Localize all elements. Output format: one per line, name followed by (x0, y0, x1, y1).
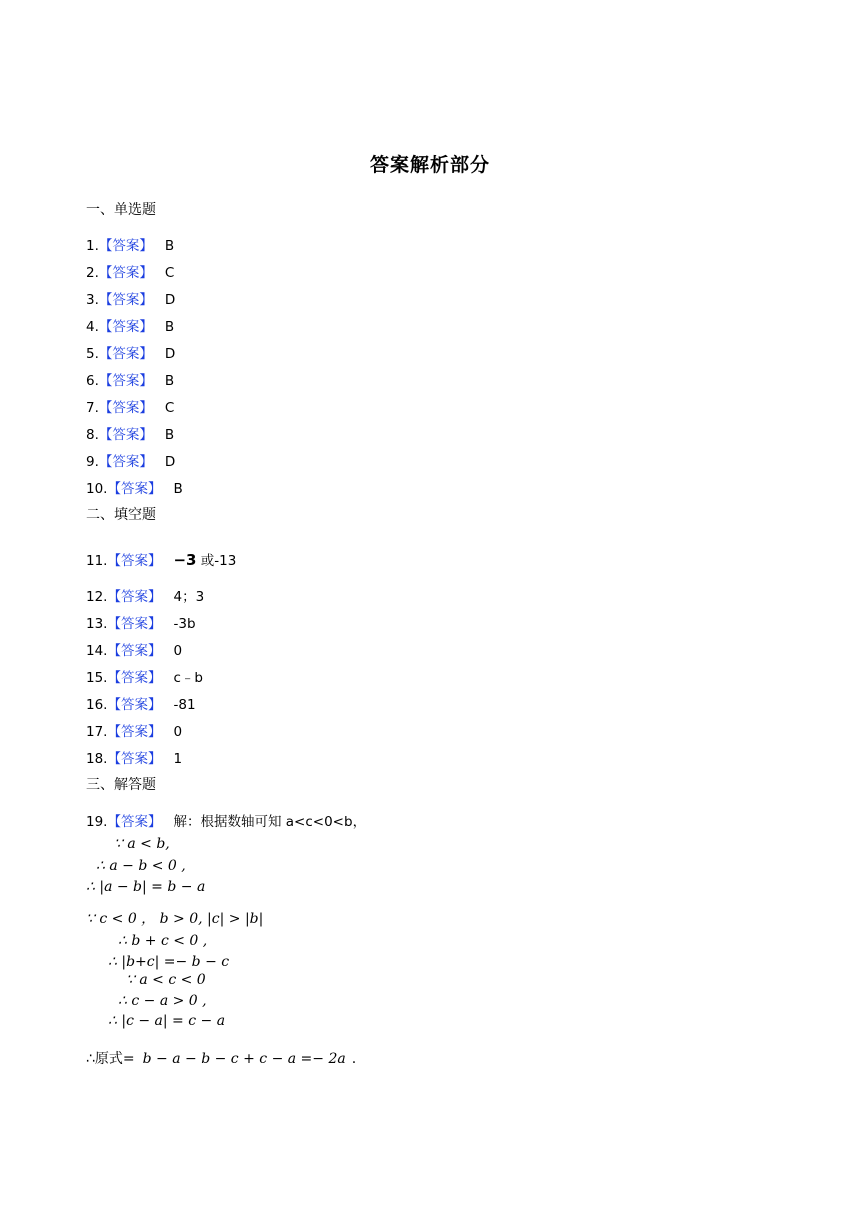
answer-intro: 解：根据数轴可知 a<c<0<b， (173, 814, 367, 830)
question-number: 18. (86, 751, 108, 767)
question-number: 14. (86, 643, 108, 659)
question-number: 13. (86, 616, 108, 632)
answer-tag: 【答案】 (107, 481, 162, 497)
math-step: ∵ c < 0 ， b > 0, |c| > |b| (86, 911, 264, 927)
answer-value: D (164, 454, 176, 470)
answer-tag: 【答案】 (107, 724, 162, 740)
answer-value: C (164, 400, 175, 416)
answer-line (86, 234, 174, 254)
question-number: 16. (86, 697, 108, 713)
answer-line (86, 585, 204, 605)
math-step: ∴ |b+c| =− b − c (108, 954, 230, 970)
answer-value: B (164, 319, 175, 335)
answer-value: B (164, 373, 175, 389)
answer-tag: 【答案】 (98, 319, 153, 335)
answer-tag: 【答案】 (98, 454, 153, 470)
answer-value: -3b (173, 616, 196, 632)
answer-line (86, 315, 174, 335)
math-step: ∴ |c − a| = c − a (108, 1013, 226, 1029)
conclusion-line (86, 1048, 356, 1068)
answer-line (86, 693, 196, 713)
answer-value: D (164, 292, 176, 308)
answer-line (86, 612, 196, 632)
question-number: 3. (86, 292, 99, 308)
question-number: 8. (86, 427, 99, 443)
answer-value: 1 (173, 751, 183, 767)
answer-line (86, 549, 236, 569)
question-number: 11. (86, 553, 108, 569)
answer-line (86, 720, 182, 740)
answer-line (86, 423, 174, 443)
answer-value: B (164, 238, 175, 254)
answer-tag: 【答案】 (107, 553, 162, 569)
answer-value: c﹣b (173, 670, 203, 686)
answer-line (86, 369, 174, 389)
answer-line (86, 450, 175, 470)
math-step: ∴ c − a > 0 , (118, 993, 207, 1009)
answer-tag: 【答案】 (107, 643, 162, 659)
question-number: 1. (86, 238, 99, 254)
answer-tag: 【答案】 (107, 616, 162, 632)
answer-value: 或-13 (196, 553, 237, 569)
math-step: ∴ b + c < 0 , (118, 933, 208, 949)
answer-tag: 【答案】 (107, 751, 162, 767)
answer-tag: 【答案】 (98, 238, 153, 254)
question-number: 15. (86, 670, 108, 686)
question-number: 7. (86, 400, 99, 416)
answer-tag: 【答案】 (98, 373, 153, 389)
answer-value: B (164, 427, 175, 443)
section-heading-single-choice: 一、单选题 (86, 202, 156, 218)
conclusion-math: b − a − b − c + c − a =− 2a (142, 1051, 346, 1067)
answer-value: 0 (173, 724, 183, 740)
answer-tag: 【答案】 (107, 697, 162, 713)
answer-value: 4；3 (173, 589, 205, 605)
question-number: 10. (86, 481, 108, 497)
section-heading-fill-blank: 二、填空题 (86, 507, 156, 523)
section-heading-solve: 三、解答题 (86, 777, 156, 793)
answer-line (86, 477, 183, 497)
question-number: 17. (86, 724, 108, 740)
answer-line (86, 288, 175, 308)
math-step: ∵ a < b, (114, 836, 170, 852)
answer-value: 0 (173, 643, 183, 659)
answer-line (86, 639, 182, 659)
answer-line (86, 747, 182, 767)
answer-tag: 【答案】 (107, 814, 162, 830)
answer-value: C (164, 265, 175, 281)
question-number: 12. (86, 589, 108, 605)
answer-value: -81 (173, 697, 196, 713)
answer-value: D (164, 346, 176, 362)
question-number: 2. (86, 265, 99, 281)
answer-tag: 【答案】 (107, 589, 162, 605)
conclusion-label: ∴原式= (86, 1051, 135, 1067)
question-number: 5. (86, 346, 99, 362)
answer-line (86, 810, 366, 830)
question-number: 4. (86, 319, 99, 335)
answer-line (86, 396, 174, 416)
math-step: ∴ |a − b| = b − a (86, 879, 206, 895)
answer-line (86, 666, 203, 686)
answer-tag: 【答案】 (107, 670, 162, 686)
answer-tag: 【答案】 (98, 292, 153, 308)
answer-tag: 【答案】 (98, 427, 153, 443)
answer-tag: 【答案】 (98, 346, 153, 362)
math-step: ∵ a < c < 0 (126, 972, 206, 988)
question-number: 19. (86, 814, 108, 830)
answer-tag: 【答案】 (98, 400, 153, 416)
conclusion-end: . (351, 1051, 357, 1067)
question-number: 6. (86, 373, 99, 389)
answer-tag: 【答案】 (98, 265, 153, 281)
math-step: ∴ a − b < 0 , (96, 858, 186, 874)
answer-math: −3 (173, 551, 197, 569)
answer-line (86, 342, 175, 362)
page-title: 答案解析部分 (369, 154, 490, 176)
answer-value: B (173, 481, 183, 497)
answer-line (86, 261, 174, 281)
question-number: 9. (86, 454, 99, 470)
